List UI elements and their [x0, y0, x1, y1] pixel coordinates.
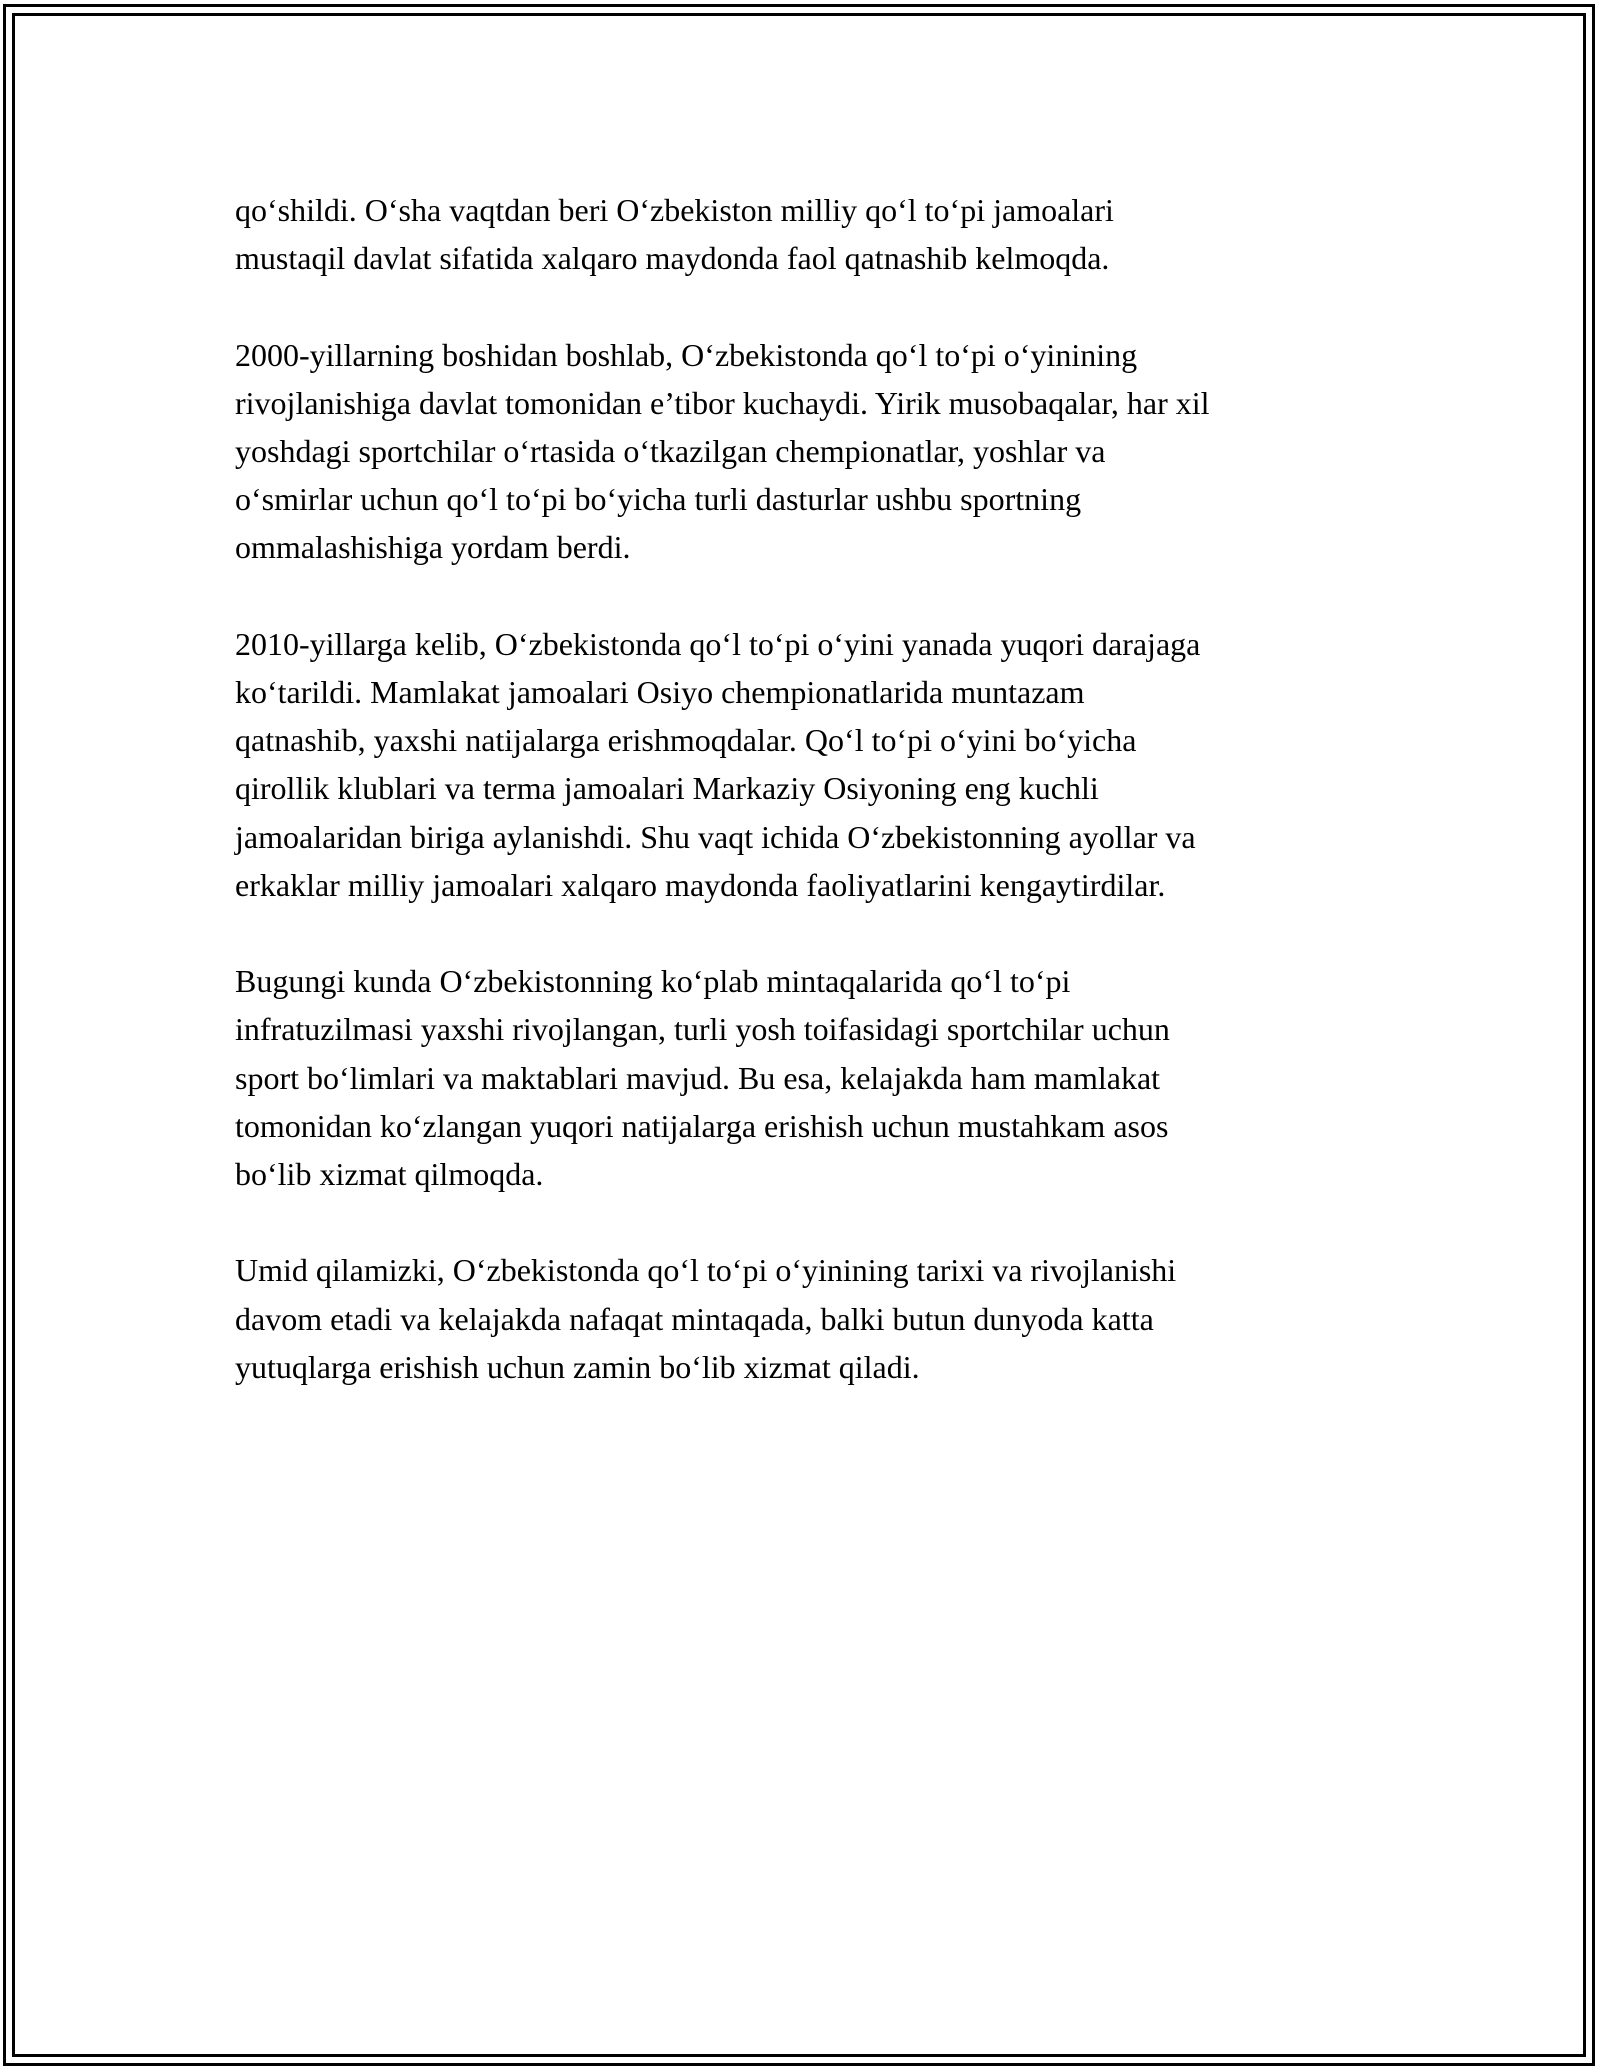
text-line: ommalashishiga yordam berdi. — [235, 529, 631, 566]
text-line: qatnashib, yaxshi natijalarga erishmoqdalar. Qo‘l to‘pi o‘yini bo‘yicha — [235, 722, 1137, 759]
document-body — [235, 186, 1395, 1391]
text-line: sport bo‘limlari va maktablari mavjud. Bu esa, kelajakda ham mamlakat — [235, 1059, 1161, 1096]
text-line: yoshdagi sportchilar o‘rtasida o‘tkazilgan chempionatlar, yoshlar va — [235, 433, 1106, 469]
text-line: o‘smirlar uchun qo‘l to‘pi bo‘yicha turli dasturlar ushbu sportning — [235, 481, 1082, 518]
text-line: 2000-yillarning boshidan boshlab, O‘zbekistonda qo‘l to‘pi o‘yinining — [235, 336, 1138, 373]
paragraph-4 — [235, 957, 1395, 1198]
text-line: davom etadi va kelajakda nafaqat mintaqada, balki butun dunyoda katta — [235, 1300, 1154, 1337]
text-line: 2010-yillarga kelib, O‘zbekistonda qo‘l to‘pi o‘yini yanada yuqori darajaga — [235, 625, 1201, 662]
text-line: infratuzilmasi yaxshi rivojlangan, turli yosh toifasidagi sportchilar uchun — [235, 1011, 1170, 1048]
text-line: ko‘tarildi. Mamlakat jamoalari Osiyo chempionatlarida muntazam — [235, 674, 1085, 710]
text-line: qirollik klublari va terma jamoalari Markaziy Osiyoning eng kuchli — [235, 770, 1099, 807]
text-line: jamoalaridan biriga aylanishdi. Shu vaqt ichida O‘zbekistonning ayollar va — [235, 818, 1196, 855]
text-line: rivojlanishiga davlat tomonidan e’tibor kuchaydi. Yirik musobaqalar, har xil — [235, 384, 1210, 421]
text-line: tomonidan ko‘zlangan yuqori natijalarga erishish uchun mustahkam asos — [235, 1107, 1169, 1144]
text-line: Bugungi kunda O‘zbekistonning ko‘plab mintaqalarida qo‘l to‘pi — [235, 963, 1071, 1000]
text-line: yutuqlarga erishish uchun zamin bo‘lib xizmat qiladi. — [235, 1348, 920, 1385]
text-line: erkaklar milliy jamoalari xalqaro maydonda faoliyatlarini kengaytirdilar. — [235, 866, 1166, 903]
paragraph-5 — [235, 1246, 1395, 1391]
text-line: bo‘lib xizmat qilmoqda. — [235, 1156, 544, 1193]
paragraph-2 — [235, 331, 1395, 572]
text-line: mustaqil davlat sifatida xalqaro maydonda faol qatnashib kelmoqda. — [235, 240, 1110, 277]
text-line: qo‘shildi. O‘sha vaqtdan beri O‘zbekiston milliy qo‘l to‘pi jamoalari — [235, 192, 1114, 228]
paragraph-1 — [235, 186, 1395, 282]
text-line: Umid qilamizki, O‘zbekistonda qo‘l to‘pi o‘yinining tarixi va rivojlanishi — [235, 1252, 1177, 1289]
paragraph-3 — [235, 620, 1395, 909]
